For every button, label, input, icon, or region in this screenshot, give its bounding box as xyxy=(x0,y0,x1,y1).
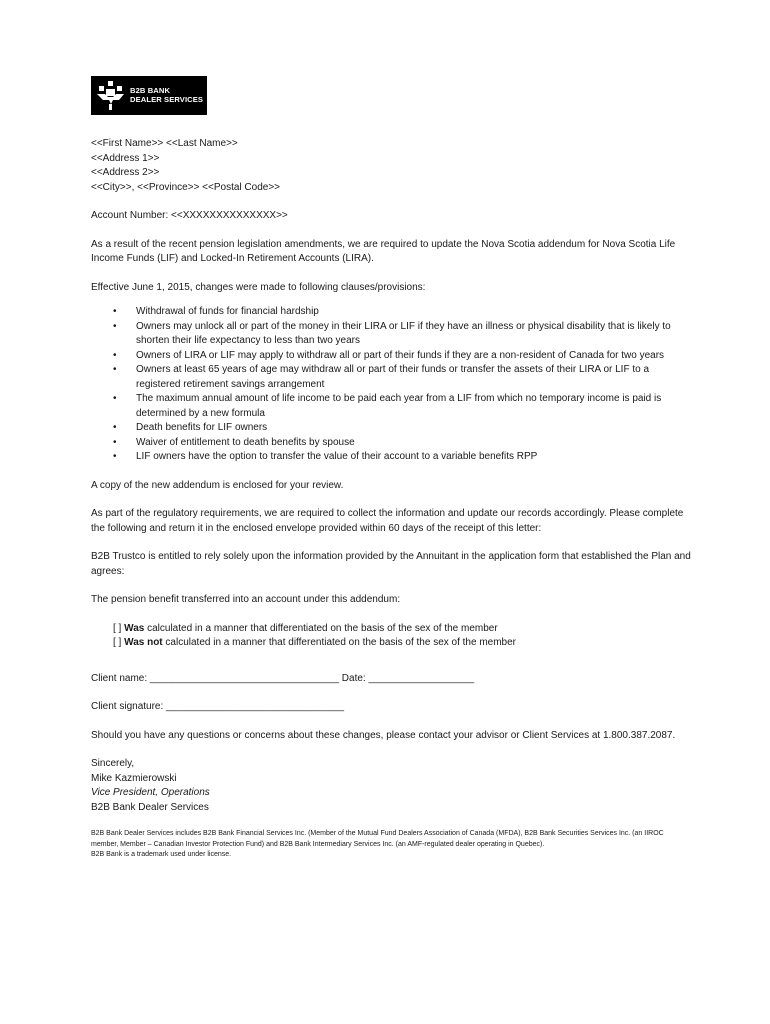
recipient-name: <<First Name>> <<Last Name>> xyxy=(91,138,238,149)
list-item: • Death benefits for LIF owners xyxy=(91,421,691,436)
option-bold-label: Was not xyxy=(124,637,163,648)
logo-line-2: DEALER SERVICES xyxy=(130,94,204,104)
option-text: calculated in a manner that differentiated on the basis of the sex of the member xyxy=(162,637,516,648)
list-item: • Owners may unlock all or part of the money in their LIRA or LIF if they have an illness or physical disability that is likely to shorten their life expectancy to less than two years xyxy=(91,320,691,349)
b2b-logo xyxy=(91,76,207,115)
option-was-not[interactable] xyxy=(91,636,691,651)
effective-date-paragraph: Effective June 1, 2015, changes were made to following clauses/provisions: xyxy=(91,281,426,293)
letter-body xyxy=(91,137,691,861)
account-number: Account Number: <<XXXXXXXXXXXXXX>> xyxy=(91,210,288,221)
client-name-line[interactable]: Client name: __________________________________ Date: ___________________ xyxy=(91,672,475,684)
benefit-intro: The pension benefit transferred into an account under this addendum: xyxy=(91,594,401,605)
recipient-address-2: <<Address 2>> xyxy=(91,167,160,178)
recipient-address-1: <<Address 1>> xyxy=(91,152,160,164)
legal-footer xyxy=(91,829,691,861)
signer-company: B2B Bank Dealer Services xyxy=(91,801,209,813)
regulatory-paragraph: As part of the regulatory requirements, we are required to collect the information and update our records accordingly. Please complete the following and return it in the enclosed envelope provided within 60 days of the receipt of this letter: xyxy=(91,508,684,534)
option-text: calculated in a manner that differentiated on the basis of the sex of the member xyxy=(144,622,498,634)
footer-trademark: B2B Bank is a trademark used under license. xyxy=(91,851,232,858)
option-checkbox[interactable]: [ ] xyxy=(113,622,122,634)
option-bold-label: Was xyxy=(124,622,145,634)
questions-paragraph: Should you have any questions or concerns about these changes, please contact your advisor or Client Services at 1.800.387.2087. xyxy=(91,729,676,741)
list-item: • Withdrawal of funds for financial hardship xyxy=(91,305,691,320)
list-item: • The maximum annual amount of life income to be paid each year from a LIF from which no temporary income is paid is determined by a new formula xyxy=(91,392,691,421)
list-item: • Waiver of entitlement to death benefits by spouse xyxy=(91,436,691,451)
option-checkbox[interactable]: [ ] xyxy=(113,637,122,648)
intro-paragraph: As a result of the recent pension legislation amendments, we are required to update the Nova Scotia addendum for Nova Scotia Life Income Funds (LIF) and Locked-In Retirement Accounts (LIRA). xyxy=(91,238,676,264)
signer-title: Vice President, Operations xyxy=(91,787,210,798)
footer-entities: B2B Bank Dealer Services includes B2B Bank Financial Services Inc. (Member of the Mutual Fund Dealers Association of Canada (MFDA), B2B Bank Securities Services Inc. (an IIROC member, Member – Canadian Investor Protection Fund) and B2B Bank Intermediary Services Inc. (an AMF-regulated dealer operating in Quebec). xyxy=(91,830,664,848)
list-item: • Owners at least 65 years of age may withdraw all or part of their funds or transfer the assets of their LIRA or LIF to a registered retirement savings arrangement xyxy=(91,363,691,392)
recipient-city-line: <<City>>, <<Province>> <<Postal Code>> xyxy=(91,181,281,193)
sex-basis-options xyxy=(91,622,691,651)
logo-line-1: B2B BANK xyxy=(130,85,171,95)
list-item: • LIF owners have the option to transfer the value of their account to a variable benefits RPP xyxy=(91,450,691,465)
recipient-address xyxy=(91,137,691,195)
option-was[interactable] xyxy=(91,622,691,637)
list-item: • Owners of LIRA or LIF may apply to withdraw all or part of their funds if they are a non-resident of Canada for two years xyxy=(91,349,691,364)
copy-note: A copy of the new addendum is enclosed for your review. xyxy=(91,479,344,491)
maple-leaf-icon xyxy=(94,79,127,112)
client-signature-line[interactable]: Client signature: ________________________________ xyxy=(91,701,345,712)
closing: Sincerely, xyxy=(91,758,135,769)
signer-name: Mike Kazmierowski xyxy=(91,772,177,784)
logo-wordmark xyxy=(130,87,203,104)
trustco-paragraph: B2B Trustco is entitled to rely solely upon the information provided by the Annuitant in the application form that established the Plan and agrees: xyxy=(91,551,691,577)
changes-list xyxy=(91,305,691,465)
signature-block xyxy=(91,757,691,815)
